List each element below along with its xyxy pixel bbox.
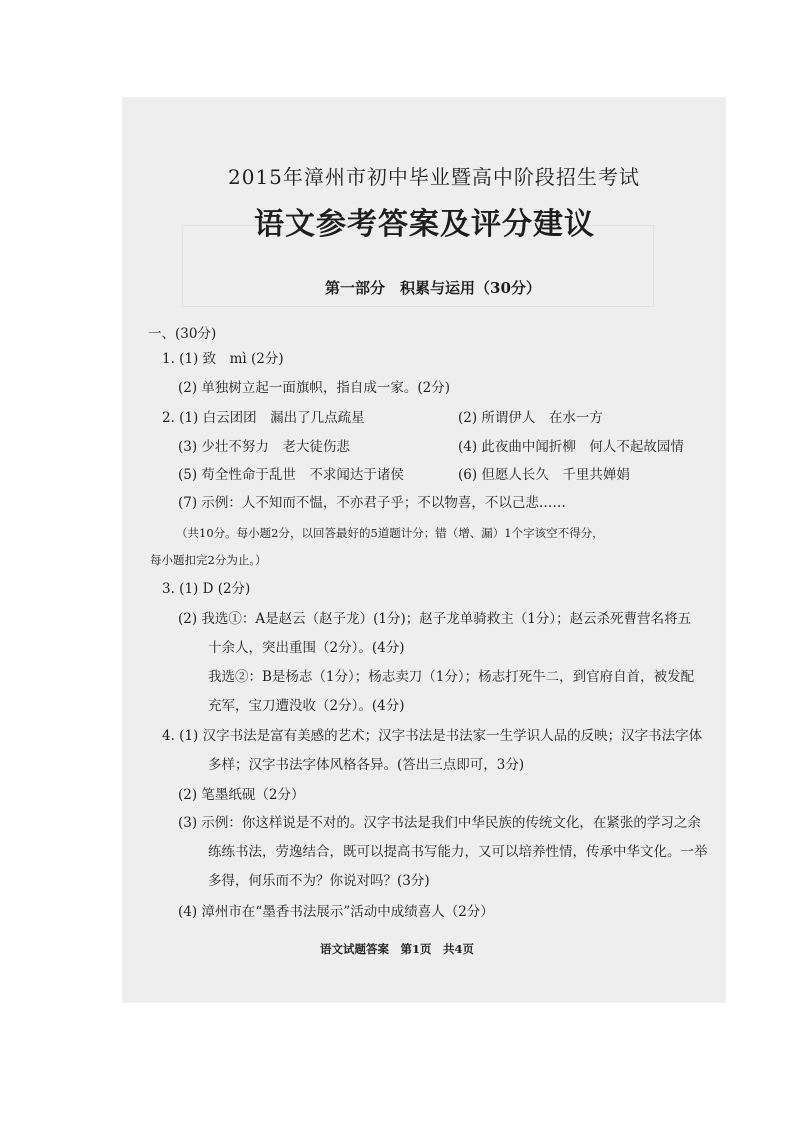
answer-line: (7) 示例：人不知而不愠，不亦君子乎；不以物喜，不以己悲…… xyxy=(178,495,566,511)
answer-line: 3. (1) D (2分) xyxy=(162,581,251,597)
answer-line: 我选②：B是杨志（1分）；杨志卖刀（1分）；杨志打死牛二，到官府自首，被发配 xyxy=(208,669,695,685)
answer-line: 多得，何乐而不为？你说对吗？(3分) xyxy=(208,873,430,889)
scoring-note: （共10分。每小题2分，以回答最好的5道题计分；错（增、漏）1个字该空不得分， xyxy=(176,526,604,540)
part-heading: 第一部分 积累与运用（30分） xyxy=(325,279,541,297)
answer-line: 4. (1) 汉字书法是富有美感的艺术；汉字书法是书法家一生学识人品的反映；汉字书法字体 xyxy=(162,728,703,744)
answer-line: (4) 漳州市在“墨香书法展示”活动中成绩喜人（2分） xyxy=(178,904,494,920)
document-title: 语文参考答案及评分建议 xyxy=(254,207,595,242)
answer-line: 充军，宝刀遭没收（2分）。(4分) xyxy=(208,698,405,714)
answer-line: (4) 此夜曲中闻折柳 何人不起故园情 xyxy=(458,439,684,455)
answer-line: 练练书法，劳逸结合，既可以提高书写能力，又可以培养性情，传承中华文化。一举 xyxy=(208,844,708,860)
answer-line: 1. (1) 致 mì (2分) xyxy=(162,351,284,367)
answer-line: (2) 所谓伊人 在水一方 xyxy=(458,410,603,426)
answer-line: (2) 我选①：A是赵云（赵子龙）(1分)；赵子龙单骑救主（1分）；赵云杀死曹营名将五 xyxy=(178,611,692,627)
answer-line: (2) 笔墨纸砚（2分） xyxy=(178,787,305,803)
answer-line: 2. (1) 白云团团 漏出了几点疏星 xyxy=(162,410,365,426)
page-footer: 语文试题答案 第1页 共4页 xyxy=(320,942,475,956)
answer-line: (5) 苟全性命于乱世 不求闻达于诸侯 xyxy=(178,467,404,483)
exam-title: 2015年漳州市初中毕业暨高中阶段招生考试 xyxy=(228,165,640,189)
scoring-note: 每小题扣完2分为止。） xyxy=(150,553,267,567)
answer-line: (3) 少壮不努力 老大徒伤悲 xyxy=(178,439,350,455)
answer-line: (6) 但愿人长久 千里共婵娟 xyxy=(458,467,630,483)
answer-line: (2) 单独树立起一面旗帜，指自成一家。(2分) xyxy=(178,380,451,396)
answer-line: 十余人，突出重围（2分）。(4分) xyxy=(208,640,405,656)
section-heading: 一、(30分) xyxy=(148,326,217,342)
answer-line: 多样；汉字书法字体风格各异。(答出三点即可，3分) xyxy=(208,757,525,773)
answer-line: (3) 示例：你这样说是不对的。汉字书法是我们中华民族的传统文化，在紧张的学习之余 xyxy=(178,815,701,831)
